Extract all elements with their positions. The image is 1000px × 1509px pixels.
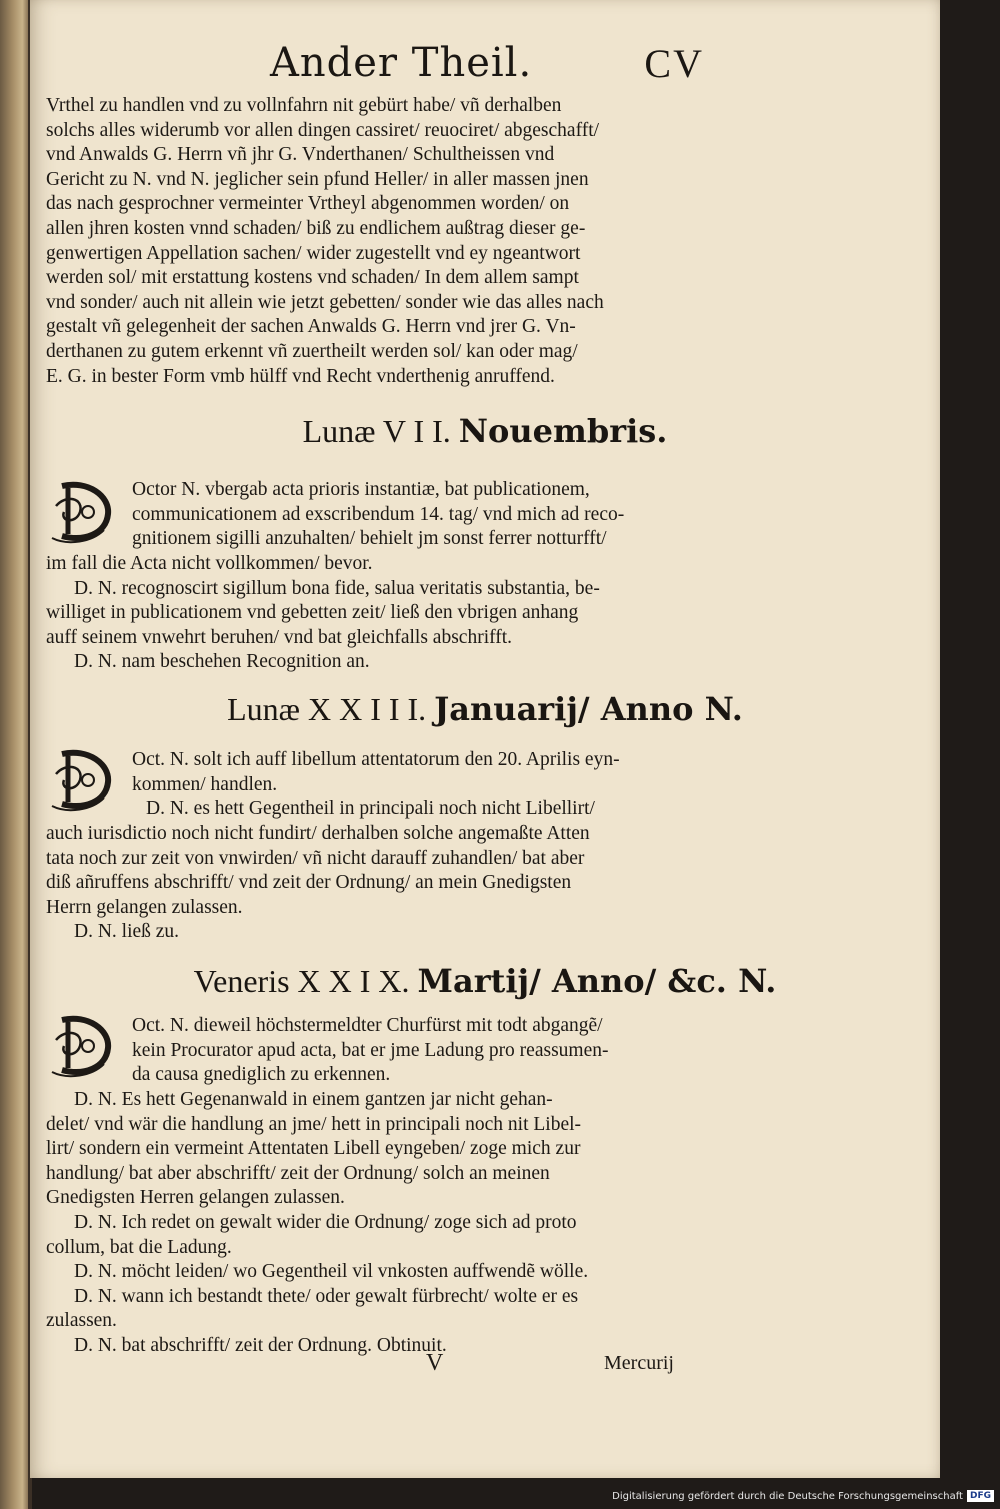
text-line: collum, bat die Ladung. (46, 1236, 232, 1258)
folio-number: CV (644, 41, 704, 86)
heading-fraktur: Nouembris. (458, 412, 668, 450)
text-line: D. N. recognoscirt sigillum bona fide, salua veritatis substantia, be- (74, 577, 600, 599)
text-line: communicationem ad exscribendum 14. tag/ vnd mich ad reco- (132, 503, 625, 525)
heading-latin: Veneris X X I X. (193, 963, 410, 999)
dfg-logo: DFG (967, 1490, 994, 1502)
heading-latin: Lunæ V I I. (302, 413, 451, 449)
text-line: im fall die Acta nicht vollkommen/ bevor. (46, 553, 373, 574)
text-line: gestalt vñ gelegenheit der sachen Anwalds G. Herrn vnd jrer G. Vn- (46, 316, 576, 338)
text-line: Gnedigsten Herren gelangen zulassen. (46, 1187, 345, 1209)
text-line: zulassen. (46, 1310, 117, 1332)
text-line: kein Procurator apud acta, bat er jme Ladung pro reassumen- (132, 1039, 609, 1061)
text-line: D. N. es hett Gegentheil in principali noch nicht Libellirt/ (146, 798, 595, 820)
text-line: Vrthel zu handlen vnd zu vollnfahrn nit gebürt habe/ vñ derhalben (46, 95, 562, 116)
section-2-opening (46, 748, 716, 822)
section-3-opening (46, 1014, 716, 1088)
heading-latin: Lunæ X X I I I. (227, 691, 427, 727)
section-heading-2 (30, 690, 940, 728)
text-line: vnd sonder/ auch nit allein wie jetzt gebetten/ sonder wie das alles nach (46, 291, 604, 313)
text-line: werden sol/ mit erstattung kostens vnd schaden/ In dem allem sampt (46, 267, 579, 289)
text-line: solchs alles widerumb vor allen dingen cassiret/ reuociret/ abgeschafft/ (46, 119, 600, 141)
section-1-opening (46, 478, 716, 552)
signature-mark: V (426, 1350, 444, 1376)
text-line: auch iurisdictio noch nicht fundirt/ derhalben solche angemaßte Atten (46, 823, 590, 844)
text-line: tata noch zur zeit von vnwirden/ vñ nicht darauff zuhandlen/ bat aber (46, 847, 585, 869)
catchword: Mercurij (604, 1352, 674, 1374)
text-line: gnitionem sigilli anzuhalten/ behielt jm sonst ferrer notturfft/ (132, 528, 607, 550)
heading-fraktur: Martij/ Anno/ &c. N. (417, 962, 777, 1000)
section-1-body (46, 552, 716, 675)
text-line: das nach gesprochner vermeinter Vrtheyl abgenommen worden/ on (46, 193, 570, 215)
text-line: E. G. in bester Form vmb hülff vnd Recht vnderthenig anruffend. (46, 365, 555, 387)
text-line: williget in publicationem vnd gebetten zeit/ ließ den vbrigen anhang (46, 602, 579, 624)
running-head (30, 40, 940, 102)
paragraph-continuation (46, 94, 716, 389)
heading-fraktur: Januarij/ Anno N. (434, 690, 743, 728)
text-line: Oct. N. solt ich auff libellum attentatorum den 20. Aprilis eyn- (132, 749, 620, 770)
text-line: genwertigen Appellation sachen/ wider zugestellt vnd ey ngeantwort (46, 242, 581, 264)
text-line: handlung/ bat aber abschrifft/ zeit der Ordnung/ solch an meinen (46, 1162, 550, 1184)
text-line: Octor N. vbergab acta prioris instantiæ, bat publicationem, (132, 479, 590, 500)
text-line: kommen/ handlen. (132, 773, 278, 795)
text-line: vnd Anwalds G. Herrn vñ jhr G. Vnderthanen/ Schultheissen vnd (46, 144, 555, 166)
section-3-body (46, 1088, 716, 1359)
text-line: D. N. nam beschehen Recognition an. (74, 651, 370, 673)
previous-page-edge (0, 0, 28, 1509)
text-line: D. N. ließ zu. (74, 921, 180, 943)
text-line: diß añruffens abschrifft/ vnd zeit der Ordnung/ an mein Gnedigsten (46, 872, 572, 894)
text-line: D. N. Es hett Gegenanwald in einem gantzen jar nicht gehan- (74, 1089, 553, 1110)
text-line: D. N. Ich redet on gewalt wider die Ordnung/ zoge sich ad proto (74, 1211, 577, 1233)
text-line: D. N. möcht leiden/ wo Gegentheil vil vnkosten auffwendẽ wölle. (74, 1261, 589, 1283)
text-line: lirt/ sondern ein vermeint Attentaten Libell eyngeben/ zoge mich zur (46, 1138, 581, 1160)
text-line: Oct. N. dieweil höchstermeldter Churfürst mit todt abgangẽ/ (132, 1015, 603, 1036)
book-page (30, 0, 940, 1478)
section-heading-1 (30, 412, 940, 450)
credit-text: Digitalisierung gefördert durch die Deutsche Forschungsgemeinschaft (612, 1490, 963, 1502)
digitization-credit (612, 1487, 994, 1505)
text-line: auff seinem vnwehrt beruhen/ vnd bat gleichfalls abschrifft. (46, 626, 513, 648)
text-line: allen jhren kosten vnnd schaden/ biß zu endlichem außtrag dieser ge- (46, 217, 586, 239)
text-line: D. N. wann ich bestandt thete/ oder gewalt fürbrecht/ wolte er es (74, 1285, 579, 1307)
page-foot (30, 1350, 940, 1380)
text-line: Gericht zu N. vnd N. jeglicher sein pfund Heller/ in aller massen jnen (46, 168, 589, 190)
text-line: da causa gnediglich zu erkennen. (132, 1064, 391, 1086)
section-2-body (46, 822, 716, 945)
text-line: D. N. bat abschrifft/ zeit der Ordnung. Obtinuit. (74, 1334, 447, 1356)
text-line: delet/ vnd wär die handlung an jme/ hett in principali noch nit Libel- (46, 1113, 582, 1135)
text-line: derthanen zu gutem erkennt vñ zuertheilt werden sol/ kan oder mag/ (46, 340, 578, 362)
section-heading-3 (30, 962, 940, 1000)
text-line: Herrn gelangen zulassen. (46, 896, 243, 918)
running-title: Ander Theil. (270, 40, 533, 86)
